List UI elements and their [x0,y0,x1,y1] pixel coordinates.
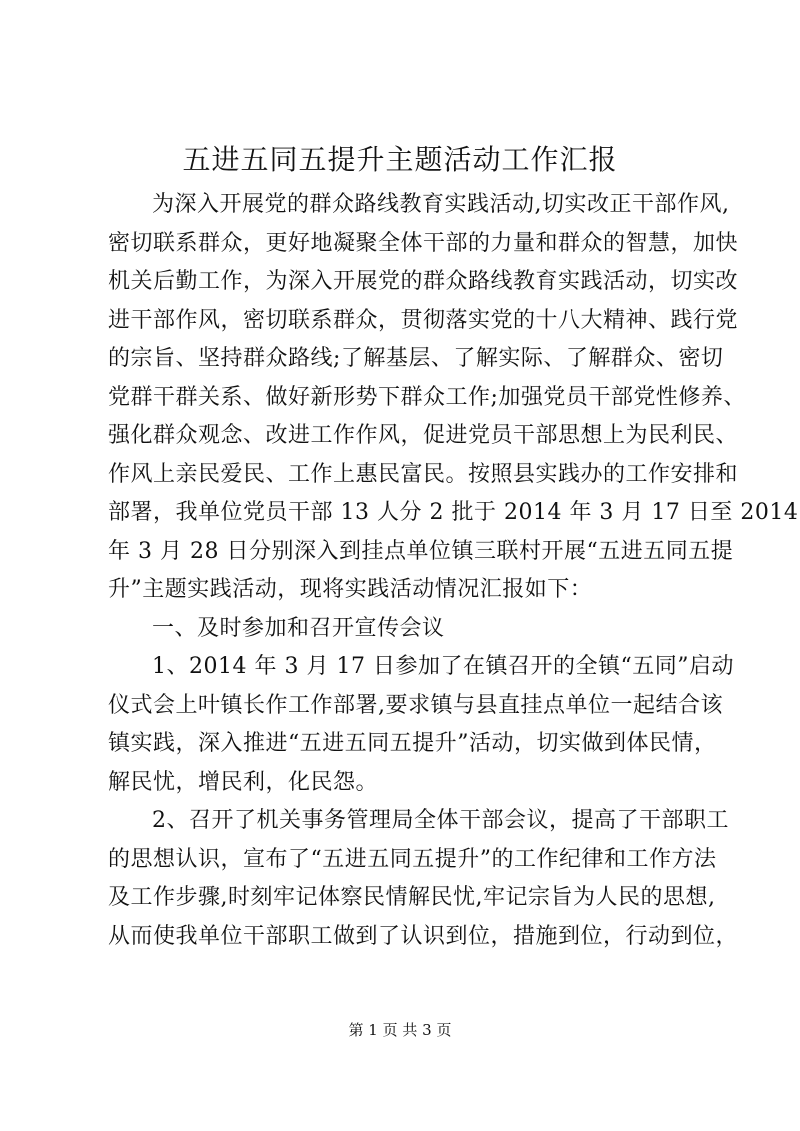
paragraph-line: 机关后勤工作，为深入开展党的群众路线教育实践活动，切实改 [108,269,739,294]
document-title: 五进五同五提升主题活动工作汇报 [182,143,618,176]
paragraph-line: 从而使我单位干部职工做到了认识到位，措施到位，行动到位， [108,923,739,949]
paragraph-line: 解民忧，增民利，化民怨。 [108,769,379,795]
paragraph-line: 升”主题实践活动，现将实践活动情况汇报如下： [108,577,593,602]
paragraph-line: 及工作步骤,时刻牢记体察民情解民忧,牢记宗旨为人民的思想, [108,885,716,910]
paragraph-line: 密切联系群众，更好地凝聚全体干部的力量和群众的智慧，加快 [108,230,739,256]
section-heading: 一、及时参加和召开宣传会议 [152,615,445,641]
paragraph-line: 强化群众观念、改进工作作风，促进党员干部思想上为民利民、 [108,423,739,448]
paragraph-line: 党群干群关系、做好新形势下群众工作;加强党员干部党性修养、 [108,384,746,410]
paragraph-line: 仪式会上叶镇长作工作部署,要求镇与县直挂点单位一起结合该 [108,692,723,718]
paragraph-line: 为深入开展党的群众路线教育实践活动,切实改正干部作风, [152,192,730,217]
paragraph-line: 部署，我单位党员干部 13 人分 2 批于 2014 年 3 月 17 日至 2014 [108,500,799,525]
paragraph-line: 镇实践，深入推进“五进五同五提升”活动，切实做到体民情， [108,731,717,756]
page-number-footer: 第 1 页 共 3 页 [348,1021,452,1039]
paragraph-line: 年 3 月 28 日分别深入到挂点单位镇三联村开展“五进五同五提 [108,538,734,564]
document-body [108,186,799,956]
paragraph-line: 作风上亲民爱民、工作上惠民富民。按照县实践办的工作安排和 [108,461,739,487]
paragraph-line: 进干部作风，密切联系群众，贯彻落实党的十八大精神、践行党 [108,307,739,333]
paragraph-line: 2、召开了机关事务管理局全体干部会议，提高了干部职工 [152,808,729,833]
paragraph-line: 的宗旨、坚持群众路线;了解基层、了解实际、了解群众、密切 [108,346,724,371]
paragraph-line: 的思想认识，宣布了“五进五同五提升”的工作纪律和工作方法 [108,846,717,872]
paragraph-line: 1、2014 年 3 月 17 日参加了在镇召开的全镇“五同”启动 [152,654,734,679]
